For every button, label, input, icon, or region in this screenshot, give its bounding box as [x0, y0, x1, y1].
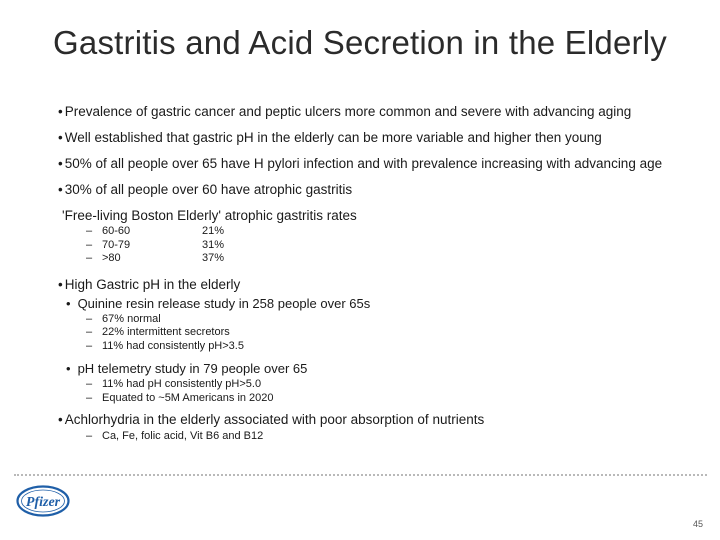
list-item: [86, 378, 708, 392]
sub-bullet-quinine-study: [66, 295, 708, 312]
rates-heading: 'Free-living Boston Elderly' atrophic gastritis rates: [62, 208, 357, 223]
rate-value: 21%: [202, 225, 225, 237]
age-range: 60-60: [102, 225, 131, 237]
list-item: [86, 392, 708, 406]
slide-body: [58, 103, 708, 451]
quinine-results-list: [86, 313, 708, 354]
dash-glyph: –: [86, 430, 93, 442]
footer-divider: [14, 474, 707, 476]
sub-bullet-telemetry-study: [66, 360, 708, 377]
bullet-text: Prevalence of gastric cancer and peptic ulcers more common and severe with advancing aging: [64, 104, 632, 119]
bullet-glyph: •: [66, 295, 71, 311]
list-item-text: Ca, Fe, folic acid, Vit B6 and B12: [102, 430, 264, 442]
bullet-glyph: •: [58, 130, 63, 145]
age-range: 70-79: [102, 238, 131, 251]
bullet-glyph: •: [58, 276, 63, 292]
bullet-achlorhydria: [58, 411, 708, 428]
bullet-glyph: •: [58, 104, 63, 119]
bullet-prevalence: [58, 103, 708, 120]
list-item-text: Equated to ~5M Americans in 2020: [102, 391, 274, 404]
rates-row: [86, 239, 224, 253]
list-item: [86, 326, 708, 340]
dash-glyph: –: [86, 252, 93, 264]
page-number: 45: [692, 519, 703, 529]
bullet-h-pylori: [58, 155, 708, 172]
bullet-glyph: •: [58, 156, 63, 171]
list-item-text: 11% had consistently pH>3.5: [102, 339, 244, 352]
bullet-atrophic-gastritis: [58, 181, 708, 198]
list-item: [86, 313, 708, 327]
dash-glyph: –: [86, 391, 93, 404]
list-item-text: 67% normal: [102, 312, 161, 325]
sub-bullet-text: Quinine resin release study in 258 people over 65s: [77, 295, 371, 311]
rate-value: 31%: [202, 238, 225, 251]
nutrients-list: [86, 430, 708, 444]
rates-row: [86, 252, 224, 266]
bullet-text: Well established that gastric pH in the elderly can be more variable and higher then young: [64, 130, 602, 145]
rates-table: [86, 225, 224, 266]
dash-glyph: –: [86, 378, 93, 390]
rate-value: 37%: [202, 252, 225, 264]
logo-wordmark: Pfizer: [25, 495, 61, 510]
dash-glyph: –: [86, 238, 93, 251]
bullet-text: Achlorhydria in the elderly associated with poor absorption of nutrients: [64, 412, 485, 427]
dash-glyph: –: [86, 339, 93, 352]
dash-glyph: –: [86, 312, 93, 325]
bullet-high-gastric-ph: [58, 276, 708, 293]
slide-title: Gastritis and Acid Secretion in the Elderly: [53, 24, 667, 61]
pfizer-logo: [16, 485, 70, 517]
bullet-glyph: •: [58, 182, 63, 197]
age-range: >80: [102, 252, 121, 264]
bullet-text: High Gastric pH in the elderly: [64, 276, 241, 292]
list-item-text: 22% intermittent secretors: [102, 326, 230, 338]
bullet-text: 50% of all people over 65 have H pylori infection and with prevalence increasing with advancing age: [64, 156, 663, 171]
sub-bullet-text: pH telemetry study in 79 people over 65: [77, 361, 308, 376]
dash-glyph: –: [86, 326, 93, 338]
list-item: [86, 340, 708, 354]
bullet-gastric-ph: [58, 129, 708, 146]
list-item-text: 11% had pH consistently pH>5.0: [102, 378, 262, 390]
dash-glyph: –: [86, 225, 93, 237]
telemetry-results-list: [86, 378, 708, 405]
rates-row: [86, 225, 224, 239]
bullet-text: 30% of all people over 60 have atrophic gastritis: [64, 182, 353, 197]
list-item: [86, 430, 708, 444]
bullet-glyph: •: [58, 412, 63, 427]
bullet-glyph: •: [66, 361, 71, 376]
